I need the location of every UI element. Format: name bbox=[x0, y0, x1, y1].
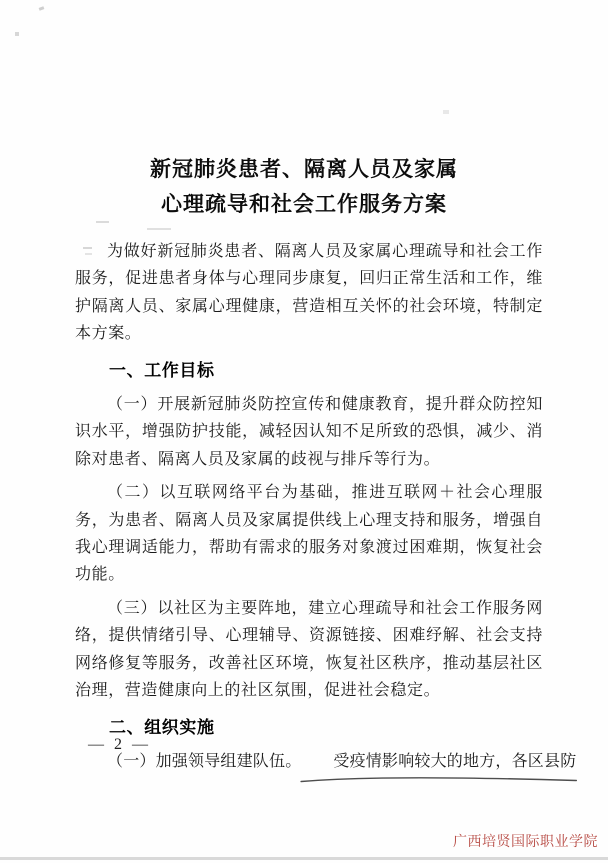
section-2-item-1-prefix: （一）加强领导组建队伍。 bbox=[107, 752, 302, 770]
underlined-phrase-wrap bbox=[301, 748, 576, 775]
section-1-heading: 一、工作目标 bbox=[109, 360, 215, 380]
document-title-line1: 新冠肺炎患者、隔离人员及家属 bbox=[150, 157, 458, 181]
section-2-item-1-underlined: 受疫情影响较大的地方，各区县防 bbox=[333, 752, 577, 770]
scan-speck bbox=[15, 32, 19, 36]
institution-stamp-text: 广西培贤国际职业学院 bbox=[453, 833, 598, 849]
section-2-heading: 二、组织实施 bbox=[109, 717, 215, 737]
document-title bbox=[0, 152, 608, 222]
document-body bbox=[75, 238, 577, 781]
section-1-item-1: （一）开展新冠肺炎防控宣传和健康教育，提升群众防控知识水平，增强防护技能，减轻因认知不足所致的恐惧，减少、消除对患者、隔离人员及家属的歧视与排斥等行为。 bbox=[75, 396, 543, 468]
scan-speck bbox=[39, 6, 45, 11]
document-title-line2: 心理疏导和社会工作服务方案 bbox=[161, 192, 447, 216]
scan-speck bbox=[147, 228, 171, 230]
scan-bottom-edge bbox=[0, 857, 608, 860]
page-number: — 2 — bbox=[88, 736, 151, 753]
intro-paragraph: 为做好新冠肺炎患者、隔离人员及家属心理疏导和社会工作服务，促进患者身体与心理同步康复，回归正常生活和工作，维护隔离人员、家属心理健康，营造相互关怀的社会环境，特制定本方案。 bbox=[75, 243, 543, 343]
hand-drawn-underline bbox=[299, 774, 580, 784]
scan-speck bbox=[443, 110, 449, 114]
section-1-item-3: （三）以社区为主要阵地，建立心理疏导和社会工作服务网络，提供情绪引导、心理辅导、资源链接、困难纾解、社会支持网络修复等服务，改善社区环境，恢复社区秩序，推动基层社区治理，营造健康向上的社区氛围，促进社会稳定。 bbox=[75, 599, 543, 700]
section-1-item-2: （二）以互联网络平台为基础，推进互联网＋社会心理服务，为患者、隔离人员及家属提供线上心理支持和服务，增强自我心理调适能力，帮助有需求的服务对象渡过困难期，恢复社会功能。 bbox=[75, 484, 543, 584]
